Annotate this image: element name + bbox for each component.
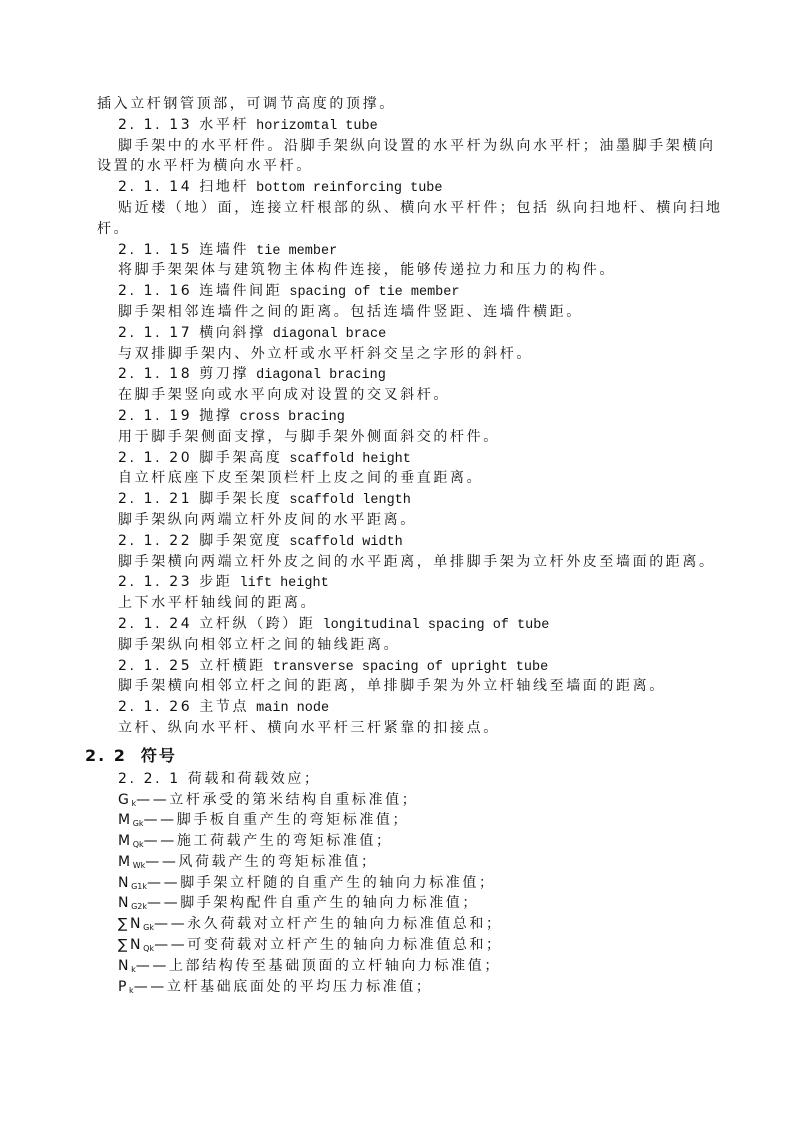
definition-line: 脚手架中的水平杆件。沿脚手架纵向设置的水平杆为纵向水平杆；油墨脚手架横向 bbox=[118, 137, 716, 154]
definition-line: 在脚手架竖向或水平向成对设置的交叉斜杆。 bbox=[118, 387, 450, 404]
term-number: 2. 1. 14 bbox=[118, 179, 193, 196]
symbol-item bbox=[97, 914, 707, 935]
term-number: 2. 1. 26 bbox=[118, 699, 193, 716]
definition-line: 杆。 bbox=[97, 220, 131, 237]
symbol: N bbox=[130, 937, 144, 954]
sum-symbol: ∑ bbox=[118, 937, 131, 954]
symbol-item bbox=[97, 956, 707, 977]
definition-line: 脚手架横向两端立杆外皮之间的水平距离，单排脚手架为立杆外皮至墙面的距离。 bbox=[118, 553, 716, 570]
symbol: M bbox=[118, 833, 133, 850]
term-name-en: scaffold length bbox=[289, 493, 411, 509]
term-heading bbox=[97, 656, 707, 677]
term-name-zh: 步距 bbox=[199, 574, 233, 591]
term-heading bbox=[97, 240, 707, 261]
term-number: 2. 1. 22 bbox=[118, 532, 193, 549]
definition-line: 脚手架纵向相邻立杆之间的轴线距离。 bbox=[118, 636, 401, 653]
symbol-item bbox=[97, 873, 707, 894]
term-heading bbox=[97, 614, 707, 635]
definition-line: 设置的水平杆为横向水平杆。 bbox=[97, 158, 313, 175]
term-heading bbox=[97, 448, 707, 469]
definition-line: 脚手架横向相邻立杆之间的距离，单排脚手架为外立杆轴线至墙面的距离。 bbox=[118, 678, 666, 695]
term-name-zh: 脚手架长度 bbox=[199, 491, 283, 508]
symbol-item bbox=[97, 977, 707, 998]
symbol-subscript: Qk bbox=[132, 840, 144, 850]
term-name-en: scaffold width bbox=[289, 534, 403, 550]
symbol-subscript: Gk bbox=[132, 819, 144, 829]
symbol-subscript: G1k bbox=[131, 881, 147, 891]
symbol-subscript: k bbox=[131, 964, 136, 974]
section-number: 2. 2 bbox=[85, 745, 127, 765]
term-number: 2. 1. 18 bbox=[118, 366, 193, 383]
symbol: N bbox=[118, 895, 132, 912]
symbol-description: ——风荷载产生的弯矩标准值； bbox=[145, 853, 378, 870]
symbol-description: ——上部结构传至基础顶面的立杆轴向力标准值； bbox=[135, 957, 501, 974]
term-heading bbox=[97, 531, 707, 552]
term-number: 2. 1. 25 bbox=[118, 657, 193, 674]
definition-line: 上下水平杆轴线间的距离。 bbox=[118, 595, 318, 612]
symbol-subscript: Gk bbox=[143, 923, 154, 933]
symbol: G bbox=[118, 791, 132, 808]
symbol-description: ——脚手架立杆随的自重产生的轴向力标准值； bbox=[147, 874, 496, 891]
term-name-zh: 脚手架高度 bbox=[199, 449, 283, 466]
document-page bbox=[85, 94, 723, 997]
symbol-subscript: Wk bbox=[132, 860, 146, 870]
term-name-zh: 立杆纵（跨）距 bbox=[199, 615, 316, 632]
term-name-en: diagonal bracing bbox=[256, 368, 386, 384]
symbol: N bbox=[118, 874, 132, 891]
term-number: 2. 1. 20 bbox=[118, 449, 193, 466]
section-heading bbox=[85, 741, 707, 769]
term-heading bbox=[97, 281, 707, 302]
term-name-en: lift height bbox=[239, 576, 329, 592]
term-heading bbox=[97, 177, 707, 198]
symbol-item bbox=[97, 935, 707, 956]
term-name-zh: 立杆横距 bbox=[199, 657, 266, 674]
term-number: 2. 1. 24 bbox=[118, 615, 193, 632]
symbol-description: ——立杆基础底面处的平均压力标准值； bbox=[133, 978, 433, 995]
symbol-description: ——脚手架构配件自重产生的轴向力标准值； bbox=[147, 895, 479, 912]
symbol-list bbox=[97, 790, 707, 998]
definition-line: 脚手架相邻连墙件之间的距离。包括连墙件竖距、连墙件横距。 bbox=[118, 303, 583, 320]
definition-line: 脚手架纵向两端立杆外皮间的水平距离。 bbox=[118, 511, 417, 528]
term-number: 2. 1. 15 bbox=[118, 241, 193, 258]
term-name-en: main node bbox=[256, 701, 330, 717]
symbol: M bbox=[118, 853, 133, 870]
term-heading bbox=[97, 115, 707, 136]
term-heading bbox=[97, 572, 707, 593]
term-name-zh: 横向斜撑 bbox=[199, 324, 266, 341]
definition-line: 与双排脚手架内、外立杆或水平杆斜交呈之字形的斜杆。 bbox=[118, 345, 533, 362]
term-name-zh: 扫地杆 bbox=[199, 179, 250, 196]
symbol: N bbox=[130, 916, 144, 933]
term-name-en: scaffold height bbox=[289, 451, 411, 467]
term-name-en: transverse spacing of upright tube bbox=[272, 659, 549, 675]
term-name-en: horizomtal tube bbox=[256, 118, 378, 134]
term-name-zh: 水平杆 bbox=[199, 116, 250, 133]
term-name-zh: 脚手架宽度 bbox=[199, 532, 283, 549]
term-heading bbox=[97, 489, 707, 510]
term-number: 2. 1. 23 bbox=[118, 574, 193, 591]
definition-line: 插入立杆钢管顶部，可调节高度的顶撑。 bbox=[97, 96, 396, 112]
symbol-description: ——永久荷载对立杆产生的轴向力标准值总和； bbox=[153, 916, 503, 933]
term-name-en: spacing of tie member bbox=[289, 285, 460, 301]
term-heading bbox=[97, 406, 707, 427]
term-heading bbox=[97, 323, 707, 344]
symbol-subscript: k bbox=[131, 798, 137, 808]
definition-line: 贴近楼（地）面，连接立杆根部的纵、横向水平杆件；包括 纵向扫地杆、横向扫地 bbox=[118, 199, 723, 216]
term-heading bbox=[97, 697, 707, 718]
symbol-item bbox=[97, 831, 707, 852]
symbol-subscript: k bbox=[129, 985, 134, 995]
term-number: 2. 1. 16 bbox=[118, 283, 193, 300]
symbol: N bbox=[118, 957, 132, 974]
sum-symbol: ∑ bbox=[118, 916, 131, 933]
symbol: P bbox=[118, 978, 130, 995]
subsection-heading: 2. 2. 1 荷载和荷载效应； bbox=[118, 770, 321, 787]
symbol-item bbox=[97, 893, 707, 914]
symbol-subscript: Qk bbox=[143, 944, 155, 954]
term-name-en: diagonal brace bbox=[272, 326, 387, 342]
symbol-description: ——脚手板自重产生的弯矩标准值； bbox=[143, 812, 410, 829]
symbol-item bbox=[97, 790, 707, 811]
term-name-zh: 主节点 bbox=[199, 699, 250, 716]
section-title: 符号 bbox=[140, 745, 177, 765]
term-name-en: tie member bbox=[256, 243, 338, 259]
term-name-zh: 剪刀撑 bbox=[199, 366, 250, 383]
symbol-subscript: G2k bbox=[131, 902, 147, 912]
term-name-zh: 抛撑 bbox=[199, 407, 233, 424]
symbol-item bbox=[97, 810, 707, 831]
term-number: 2. 1. 19 bbox=[118, 407, 193, 424]
symbol-item bbox=[97, 852, 707, 873]
term-name-zh: 连墙件间距 bbox=[199, 283, 283, 300]
symbol-description: ——可变荷载对立杆产生的轴向力标准值总和； bbox=[154, 937, 503, 954]
definition-line: 自立杆底座下皮至架顶栏杆上皮之间的垂直距离。 bbox=[118, 470, 484, 487]
term-number: 2. 1. 13 bbox=[118, 116, 193, 133]
term-heading bbox=[97, 364, 707, 385]
term-name-zh: 连墙件 bbox=[199, 241, 250, 258]
term-number: 2. 1. 17 bbox=[118, 324, 193, 341]
term-definitions bbox=[97, 94, 723, 739]
term-name-en: longitudinal spacing of tube bbox=[322, 617, 550, 633]
definition-line: 用于脚手架侧面支撑，与脚手架外侧面斜交的杆件。 bbox=[118, 428, 500, 445]
term-name-en: bottom reinforcing tube bbox=[256, 181, 443, 197]
definition-line: 立杆、纵向水平杆、横向水平杆三杆紧靠的扣接点。 bbox=[118, 719, 500, 736]
term-name-en: cross bracing bbox=[239, 409, 345, 425]
symbol-description: ——施工荷载产生的弯矩标准值； bbox=[143, 833, 393, 850]
definition-line: 将脚手架架体与建筑物主体构件连接，能够传递拉力和压力的构件。 bbox=[118, 262, 616, 279]
symbol-description: ——立杆承受的第米结构自重标准值； bbox=[136, 791, 419, 808]
symbol: M bbox=[118, 812, 133, 829]
term-number: 2. 1. 21 bbox=[118, 491, 193, 508]
